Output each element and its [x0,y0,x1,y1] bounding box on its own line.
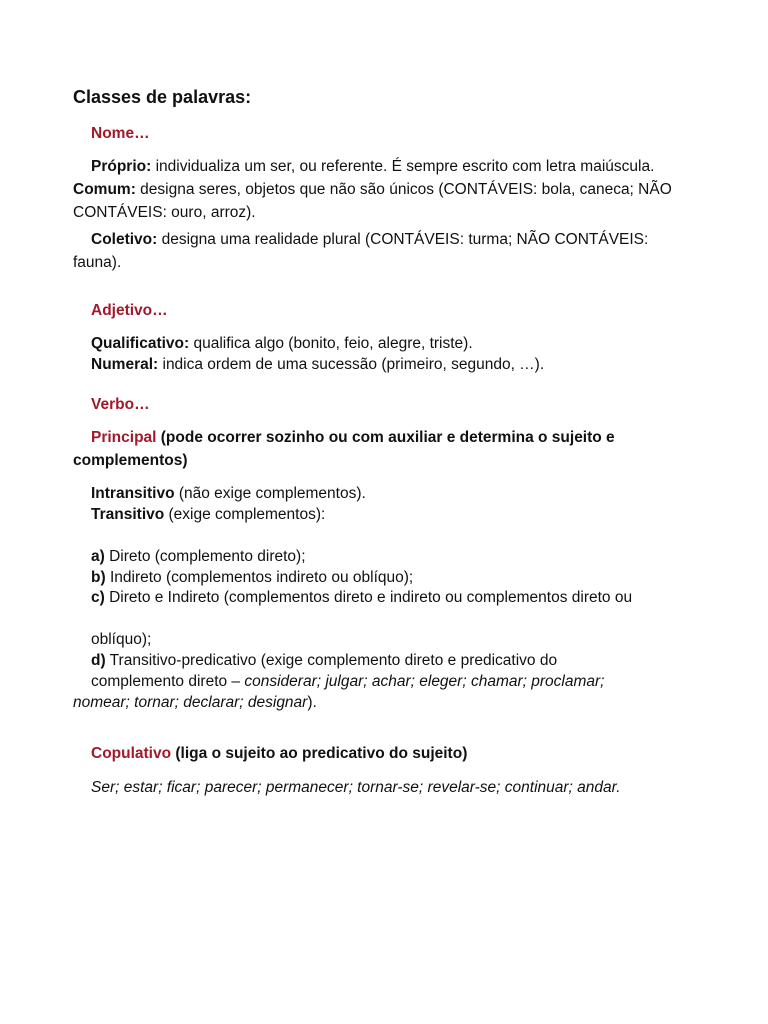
item-c-text: Direto e Indireto (complementos direto e indireto ou complementos direto ou [104,589,633,606]
item-b-label: b) [91,569,106,586]
principal-text: (pode ocorrer sozinho ou com auxiliar e determina o sujeito e complementos) [73,429,615,469]
item-d-cont [73,671,613,713]
item-d-text: Transitivo-predicativo (exige complemento direto e predicativo do [105,652,558,669]
principal-label: Principal [91,429,157,446]
transitivo-text: (exige complementos): [164,506,326,523]
item-d-examples: considerar; julgar; achar; eleger; chamar; proclamar; nomear; tornar; declarar; designar [73,673,605,711]
copulativo-examples [73,776,653,799]
item-b-text: Indireto (complementos indireto ou oblíquo); [105,569,414,586]
qualificativo-label: Qualificativo: [91,335,190,352]
item-d [73,650,673,671]
adjetivo-heading: Adjetivo… [91,302,168,319]
copulativo-label: Copulativo [91,745,172,762]
proprio-label: Próprio: [91,158,152,175]
item-c [73,587,648,608]
coletivo-label: Coletivo: [91,231,158,248]
intransitivo-label: Intransitivo [91,485,175,502]
item-d-text2: complemento direto – [91,673,245,690]
item-a-label: a) [91,548,105,565]
item-c-cont: oblíquo); [91,631,152,648]
item-d-label: d) [91,652,106,669]
numeral-label: Numeral: [91,356,159,373]
comum-label: Comum: [73,181,136,198]
item-d-close: ). [307,694,317,711]
qualificativo-line [73,333,673,354]
copulativo-examples-text: Ser; estar; ficar; parecer; permanecer; tornar-se; revelar-se; continuar; andar. [91,779,621,796]
item-a-text: Direto (complemento direto); [104,548,306,565]
nome-heading: Nome… [91,125,150,142]
document-title: Classes de palavras: [73,87,252,107]
numeral-line [73,354,673,375]
copulativo-text: (liga o sujeito ao predicativo do sujeito) [171,745,468,762]
transitivo-label: Transitivo [91,506,165,523]
copulativo-paragraph [73,742,673,765]
qualificativo-text: qualifica algo (bonito, feio, alegre, triste). [189,335,473,352]
transitivo-line [73,504,673,525]
coletivo-text: designa uma realidade plural (CONTÁVEIS: turma; NÃO CONTÁVEIS: fauna). [73,231,649,271]
intransitivo-text: (não exige complementos). [174,485,366,502]
proprio-text: individualiza um ser, ou referente. É sempre escrito com letra maiúscula. [151,158,655,175]
intransitivo-line [73,483,673,504]
item-c-label: c) [91,589,105,606]
nome-paragraph [73,155,673,224]
verbo-heading: Verbo… [91,396,150,413]
coletivo-paragraph [73,228,673,274]
principal-paragraph [73,426,663,472]
item-b [73,567,673,588]
item-a [73,546,673,567]
numeral-text: indica ordem de uma sucessão (primeiro, segundo, …). [158,356,545,373]
comum-text: designa seres, objetos que não são únicos (CONTÁVEIS: bola, caneca; NÃO CONTÁVEIS: ouro, arroz). [73,181,672,221]
